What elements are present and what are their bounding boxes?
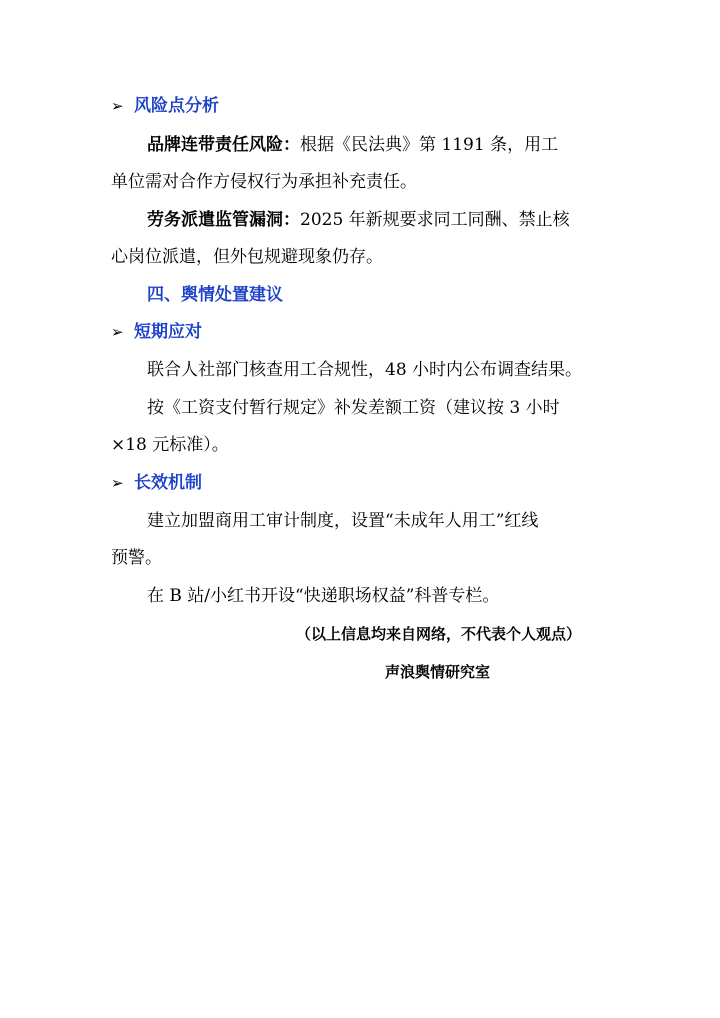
risk-paragraph-2-line-2: 心岗位派遣，但外包规避现象仍存。: [111, 247, 383, 267]
long-paragraph-2: 在 B 站/小红书开设“快递职场权益”科普专栏。: [147, 586, 500, 606]
risk-paragraph-1-text: 根据《民法典》第 1191 条，用工: [300, 135, 559, 155]
risk-paragraph-1-line-2: 单位需对合作方侵权行为承担补充责任。: [111, 172, 417, 192]
section-heading-advice: 四、舆情处置建议: [147, 285, 283, 305]
risk-paragraph-2-text: 2025 年新规要求同工同酬、禁止核: [300, 210, 570, 230]
long-paragraph-1-line-2: 预警。: [111, 548, 162, 568]
bullet-arrow-icon: ➢: [111, 97, 124, 115]
short-paragraph-2-line-1: 按《工资支付暂行规定》补发差额工资（建议按 3 小时: [147, 398, 560, 418]
long-paragraph-1-line-1: 建立加盟商用工审计制度，设置“未成年人用工”红线: [147, 511, 539, 531]
bullet-arrow-icon: ➢: [111, 474, 124, 492]
section-heading-short: 短期应对: [134, 322, 202, 342]
risk-paragraph-1-bold: 品牌连带责任风险：: [147, 135, 300, 155]
section-heading-long: 长效机制: [134, 473, 202, 493]
risk-paragraph-2-line-1: [147, 208, 570, 232]
short-paragraph-2-line-2: ×18 元标准）。: [111, 435, 229, 455]
signature: 声浪舆情研究室: [385, 663, 491, 681]
section-heading-risk: 风险点分析: [134, 96, 219, 116]
risk-paragraph-2-bold: 劳务派遣监管漏洞：: [147, 210, 300, 230]
short-paragraph-1: 联合人社部门核查用工合规性，48 小时内公布调查结果。: [147, 360, 583, 380]
bullet-arrow-icon: ➢: [111, 323, 124, 341]
risk-paragraph-1-line-1: [147, 133, 558, 157]
disclaimer-note: （以上信息均来自网络，不代表个人观点）: [296, 625, 582, 643]
